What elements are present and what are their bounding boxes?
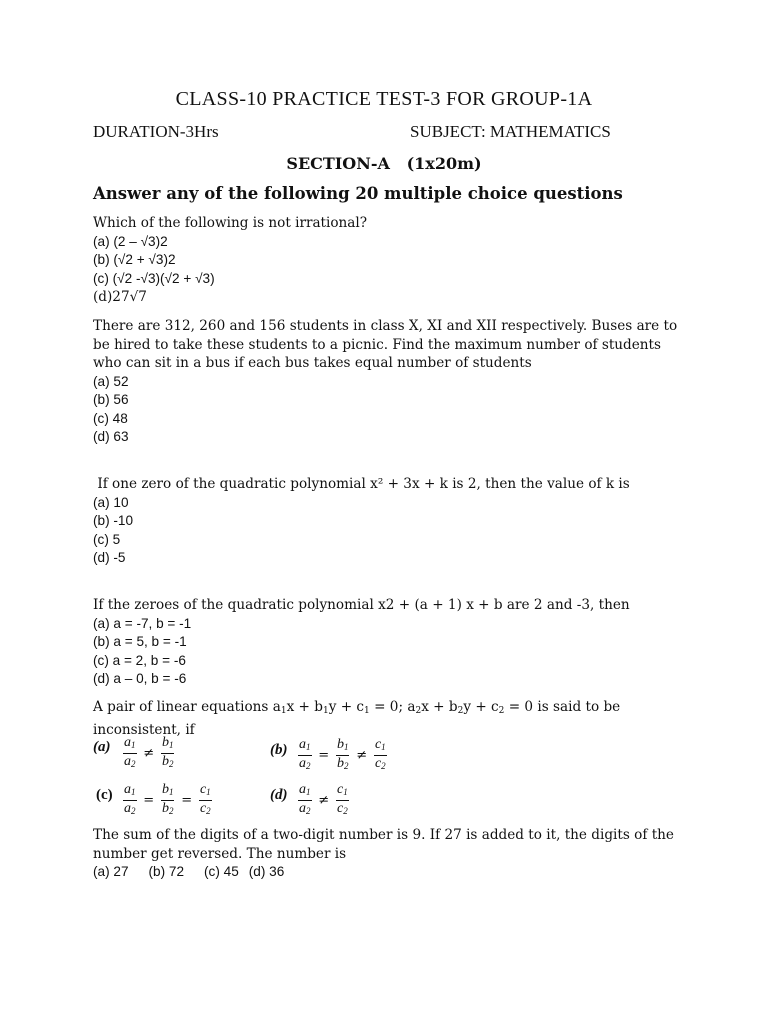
question-4 <box>93 596 683 689</box>
question-text: A pair of linear equations $a_1x + b_1y + c_1 = 0$; $a_2x + b_2y + c_2 = 0$ is said to be inconsistent, if <box>93 699 621 738</box>
option-a: (a) 27 <box>93 864 129 879</box>
question-text: The sum of the digits of a two-digit number is 9. If 27 is added to it, the digits of the number get reversed. The number is <box>93 827 674 862</box>
option-d: (d) a – 0, b = -6 <box>93 671 187 686</box>
option-c: (c) (√2 -√3)(√2 + √3) <box>93 270 215 286</box>
option-c: (c) 45 <box>204 864 239 879</box>
option-c: (c) 48 <box>93 410 128 426</box>
question-3 <box>93 475 683 568</box>
option-b: (b) -10 <box>93 513 134 528</box>
page-title: CLASS-10 PRACTICE TEST-3 FOR GROUP-1A <box>175 88 593 110</box>
option-d-formula: $\frac{a_1}{a_2}$ ≠ $\frac{c_1}{c_2}$ <box>299 782 348 816</box>
option-c-formula: $\frac{a_1}{a_2}$ = $\frac{b_1}{b_2}$ = $\frac{c_1}{c_2}$ <box>124 782 211 816</box>
question-2 <box>93 317 683 447</box>
option-d: (d) -5 <box>93 550 126 565</box>
instruction-heading: Answer any of the following 20 multiple choice questions <box>93 184 623 203</box>
question-text: If one zero of the quadratic polynomial x² + 3x + k is 2, then the value of k is <box>93 476 630 492</box>
option-d: (d) 36 <box>248 864 285 879</box>
option-d: (d) 63 <box>93 429 129 444</box>
option-b-formula: $\frac{a_1}{a_2}$ = $\frac{b_1}{b_2}$ ≠ $\frac{c_1}{c_2}$ <box>299 737 386 771</box>
option-a-formula: $\frac{a_1}{a_2}$ ≠ $\frac{b_1}{b_2}$ <box>124 735 174 769</box>
option-b: (b) 56 <box>93 392 129 407</box>
option-d: (d)27√7 <box>93 289 147 305</box>
question-1 <box>93 214 683 307</box>
option-b: (b) 72 <box>148 864 185 879</box>
option-c-label: (c) <box>96 787 113 803</box>
subject-label: SUBJECT: MATHEMATICS <box>410 122 611 141</box>
option-a: (a) 52 <box>93 373 129 389</box>
option-b: (b) (√2 + √3)2 <box>93 252 176 267</box>
question-text: If the zeroes of the quadratic polynomial x2 + (a + 1) x + b are 2 and -3, then <box>93 597 630 613</box>
option-a: (a) 10 <box>93 494 129 510</box>
option-b-label: (b) <box>270 742 288 758</box>
question-6 <box>93 826 683 882</box>
option-b: (b) a = 5, b = -1 <box>93 634 187 649</box>
option-a: (a) a = -7, b = -1 <box>93 615 192 631</box>
section-heading <box>0 154 768 173</box>
question-5 <box>93 698 683 739</box>
options-row <box>93 863 683 882</box>
option-a-label: (a) <box>93 739 111 755</box>
option-c: (c) 5 <box>93 531 121 547</box>
option-a: (a) (2 – √3)2 <box>93 233 168 249</box>
option-c: (c) a = 2, b = -6 <box>93 652 186 668</box>
question-text: Which of the following is not irrational? <box>93 215 368 231</box>
option-d-label: (d) <box>270 787 288 803</box>
section-label: SECTION-A (1x20m) <box>286 154 482 173</box>
question-text: There are 312, 260 and 156 students in class X, XI and XII respectively. Buses are to be hired to take these students to a picnic. Find the maximum number of students who can sit in a bus if each bus takes equal number of students <box>93 318 678 371</box>
duration-label: DURATION-3Hrs <box>93 122 219 141</box>
